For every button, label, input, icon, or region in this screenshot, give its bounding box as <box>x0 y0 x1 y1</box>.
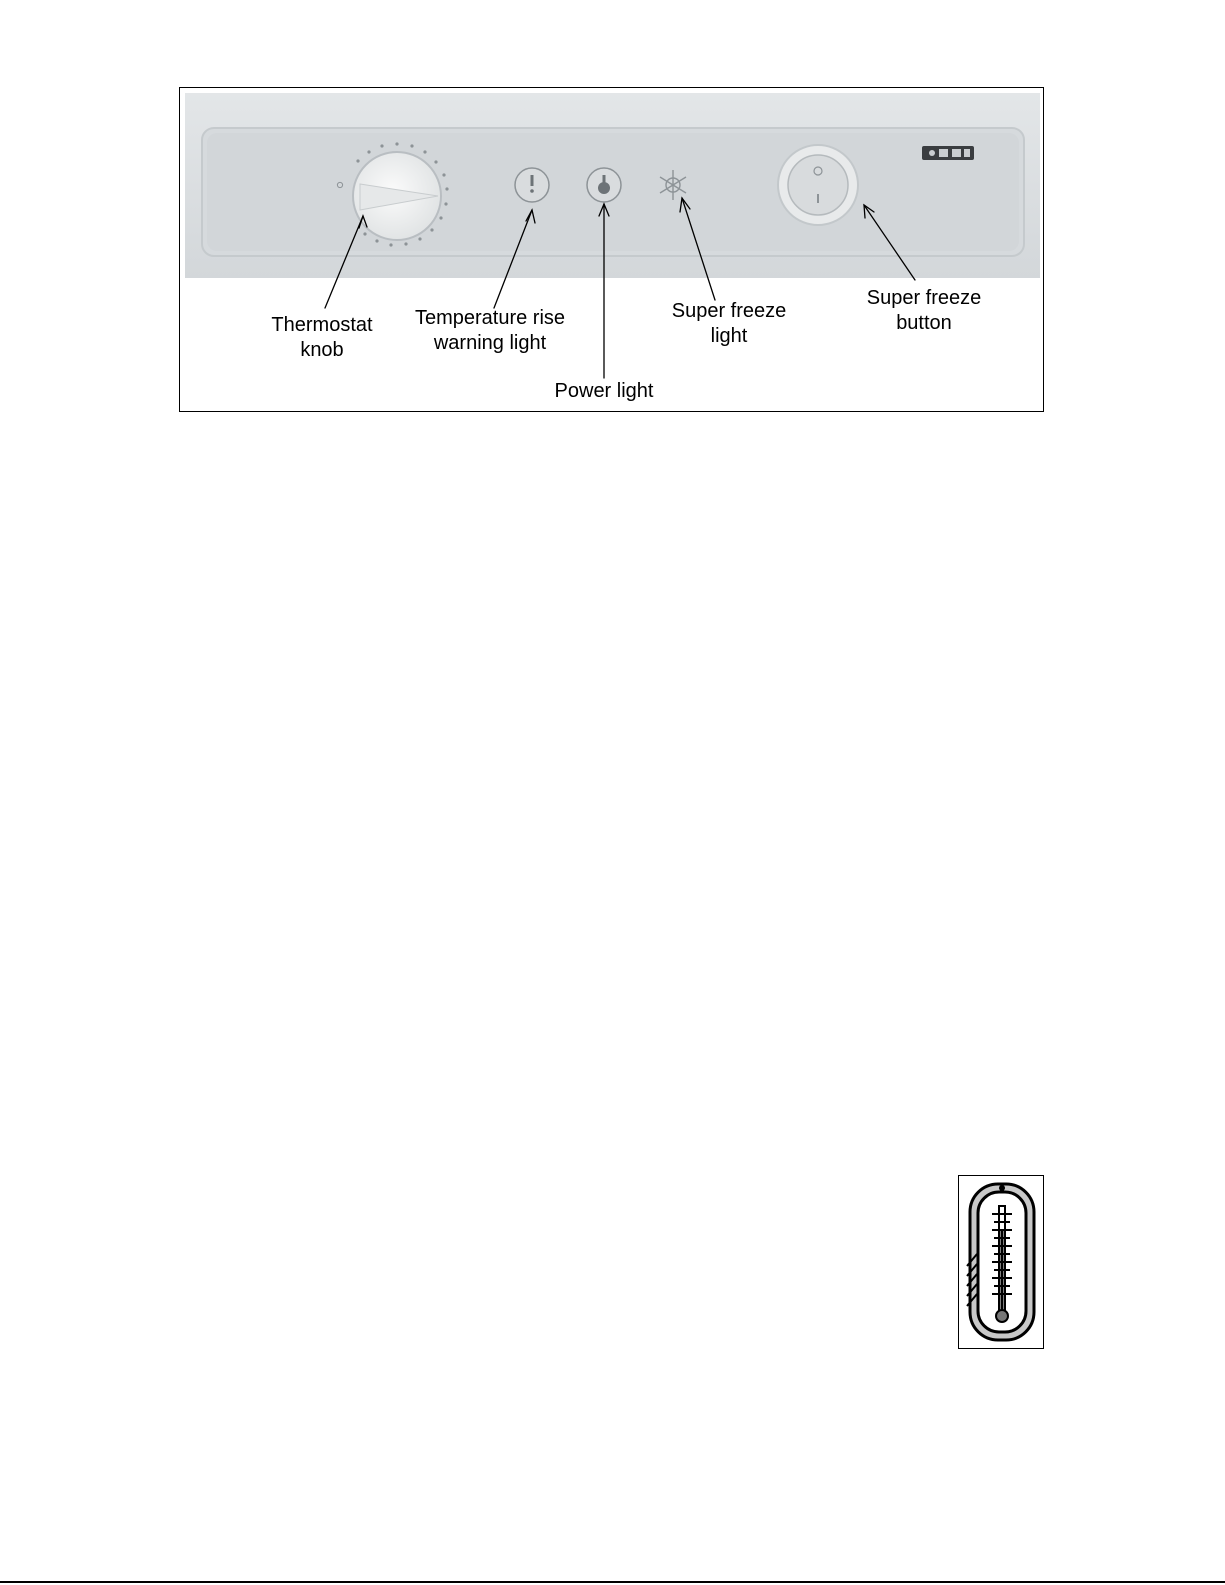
brand-badge-icon <box>922 146 974 160</box>
thermometer-illustration <box>958 1175 1044 1349</box>
power-circle-icon <box>587 168 621 202</box>
control-panel-figure <box>179 87 1044 412</box>
rocker-switch-icon[interactable] <box>778 145 858 225</box>
super-freeze-light-label: Super freeze light <box>671 300 787 347</box>
power-light-label: Power light <box>554 380 654 402</box>
exclamation-circle-icon <box>515 168 549 202</box>
thermostat-knob-label: Thermostat knob <box>271 314 373 361</box>
page-bottom-rule <box>0 1581 1225 1583</box>
super-freeze-button-label: Super freeze button <box>866 287 982 334</box>
thermometer-icon <box>959 1176 1043 1348</box>
temperature-warning-label: Temperature rise warning light <box>414 307 566 354</box>
